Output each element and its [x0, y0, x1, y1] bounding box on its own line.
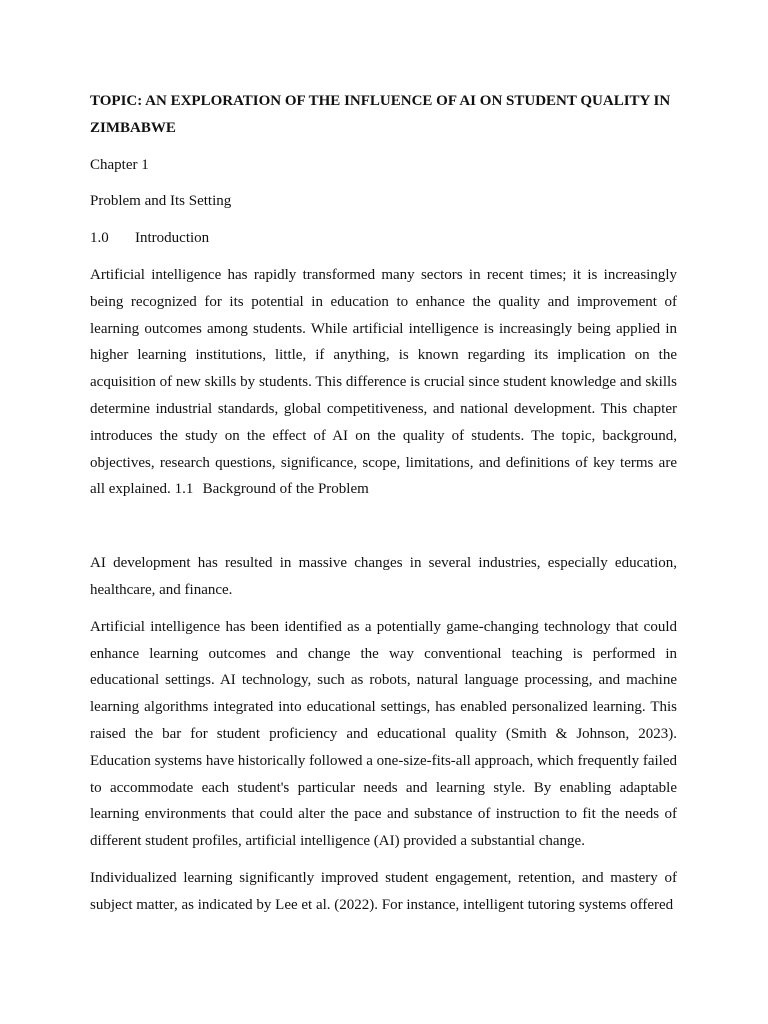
section-title: Introduction — [135, 230, 210, 247]
section-number: 1.0 — [90, 230, 109, 247]
document-page — [90, 88, 677, 929]
section-number-inline: 1.1 — [174, 481, 194, 498]
chapter-title: Problem and Its Setting — [90, 193, 232, 210]
paragraph-background-1: AI development has resulted in massive changes in several industries, especially education, healthcare, and finance. — [90, 555, 677, 598]
chapter-label: Chapter 1 — [90, 156, 149, 173]
paragraph-text: Artificial intelligence has rapidly transformed many sectors in recent times; it is increasingly being recognized for its potential in education to enhance the quality and improvement of learning outcomes among students. While artificial intelligence is increasingly being applied in higher learning institutions, little, if anything, is known regarding its implication on the acquisition of new skills by students. This difference is crucial since student knowledge and skills determine industrial standards, global competitiveness, and national development. This chapter introduces the study on the effect of AI on the quality of students. The topic, background, objectives, research questions, significance, scope, limitations, and definitions of key terms are all explained. — [90, 266, 677, 498]
paragraph-introduction — [90, 262, 677, 503]
paragraph-background-3: Individualized learning significantly improved student engagement, retention, and mastery of subject matter, as indicated by Lee et al. (2022). For instance, intelligent tutoring systems offered — [90, 869, 677, 913]
section-title-inline: Background of the Problem — [202, 481, 369, 498]
spacer — [90, 513, 677, 550]
section-heading-introduction — [90, 225, 677, 252]
paragraph-background-2: Artificial intelligence has been identified as a potentially game-changing technology that could enhance learning outcomes and change the way conventional teaching is performed in educational settings. AI technology, such as robots, natural language processing, and machine learning algorithms integrated into educational settings, has enabled personalized learning. This raised the bar for student proficiency and educational quality (Smith & Johnson, 2023). Education systems have historically followed a one-size-fits-all approach, which frequently failed to accommodate each student's particular needs and learning style. By enabling adaptable learning environments that could alter the pace and substance of instruction to fit the needs of different student profiles, artificial intelligence (AI) provided a substantial change. — [90, 618, 677, 850]
document-title: TOPIC: AN EXPLORATION OF THE INFLUENCE OF AI ON STUDENT QUALITY IN ZIMBABWE — [90, 93, 671, 136]
